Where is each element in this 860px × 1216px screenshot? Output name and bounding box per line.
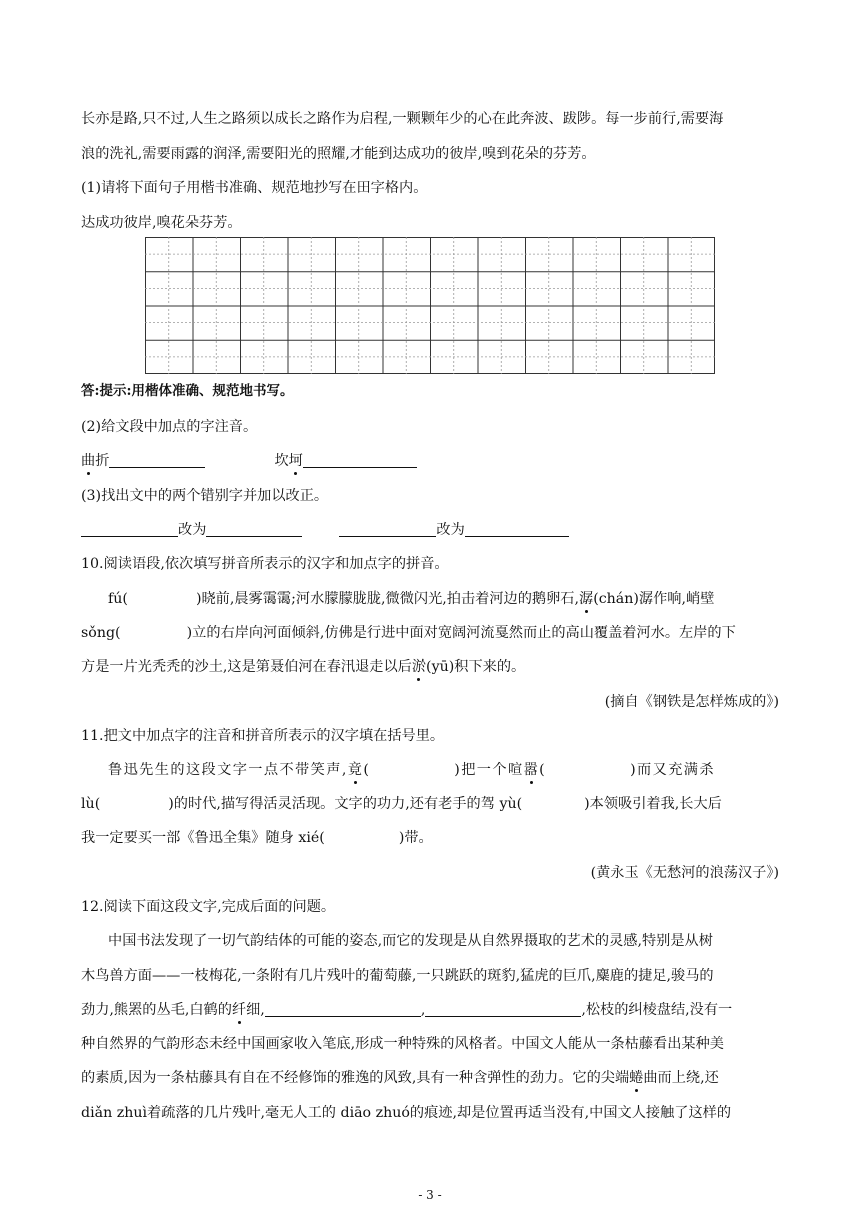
q12-title: 12.阅读下面这段文字,完成后面的问题。 — [81, 899, 336, 915]
q10-line-3: 方是一片光秃秃的沙土,这是第聂伯河在春汛退走以后淤(yū)积下来的。 — [81, 659, 526, 675]
correct-char-blank-1[interactable] — [206, 520, 302, 537]
dotted-char-xian: 纤 — [231, 1002, 247, 1018]
q9-sub3: (3)找出文中的两个错别字并加以改正。 — [81, 488, 329, 504]
q10-line-2: sǒng( )立的右岸向河面倾斜,仿佛是行进中面对宽阔河流戛然而止的高山覆盖着河水。左岸的下 — [81, 625, 736, 641]
q9-correction-row: 改为 改为 — [81, 520, 569, 540]
q9-answer: 答:提示:用楷体准确、规范地书写。 — [81, 383, 294, 399]
q12-line-3: 劲力,熊罴的丛毛,白鹤的纤细, , ,松枝的纠棱盘结,没有一 — [81, 1002, 733, 1018]
q11-line-3: 我一定要买一部《鲁迅全集》随身 xié( )带。 — [81, 830, 433, 846]
fill-blank-1[interactable] — [265, 1000, 421, 1017]
q9-sub2: (2)给文段中加点的字注音。 — [81, 419, 258, 435]
q10-title: 10.阅读语段,依次填写拼音所表示的汉字和加点字的拼音。 — [81, 556, 449, 572]
wrong-char-blank-1[interactable] — [81, 520, 178, 537]
q11-source: (黄永玉《无愁河的浪荡汉子》) — [590, 865, 779, 881]
q11-title: 11.把文中加点字的注音和拼音所表示的汉字填在括号里。 — [81, 728, 445, 744]
dotted-char-jing: 竟 — [347, 762, 364, 778]
dotted-char-qu: 曲 — [81, 453, 96, 469]
q12-line-5: 的素质,因为一条枯藤具有自在不经修饰的雅逸的风致,具有一种含弹性的劲力。它的尖端蜷曲而上绕,还 — [81, 1070, 719, 1086]
q12-line-1: 中国书法发现了一切气韵结体的可能的姿态,而它的发现是从自然界摄取的艺术的灵感,特别是从树 — [108, 933, 713, 949]
q12-line-2: 木鸟兽方面——一枝梅花,一条附有几片残叶的葡萄藤,一只跳跃的斑豹,猛虎的巨爪,麋鹿的捷足,骏马的 — [81, 968, 714, 984]
tianzige-grid[interactable] — [145, 237, 715, 374]
q12-line-6: diǎn zhuì着疏落的几片残叶,毫无人工的 diāo zhuó的痕迹,却是位置再适当没有,中国文人接触了这样的 — [81, 1105, 732, 1121]
intro-line-2: 浪的洗礼,需要雨露的润泽,需要阳光的照耀,才能到达成功的彼岸,嗅到花朵的芬芳。 — [81, 146, 596, 162]
q9-sentence: 达成功彼岸,嗅花朵芬芳。 — [81, 215, 242, 231]
q9-sub1: (1)请将下面句子用楷书准确、规范地抄写在田字格内。 — [81, 180, 428, 196]
q10-line-1: fú( )晓前,晨雾霭霭;河水朦朦胧胧,微微闪光,拍击着河边的鹅卵石,潺(chán)潺作响,峭壁 — [108, 591, 715, 607]
answer-blank-kanke[interactable] — [303, 451, 417, 468]
dotted-char-xiao: 嚣 — [523, 762, 540, 778]
q12-line-4: 种自然界的气韵形态未经中国画家收入笔底,形成一种特殊的风格者。中国文人能从一条枯藤看出某种美 — [81, 1036, 724, 1052]
dotted-char-yu: 淤 — [411, 659, 427, 675]
q10-source: (摘自《钢铁是怎样炼成的》) — [604, 694, 779, 710]
correct-char-blank-2[interactable] — [465, 520, 569, 537]
tianzige-grid-lines — [145, 237, 715, 374]
q11-line-1: 鲁迅先生的这段文字一点不带笑声,竟( )把一个喧嚣( )而又充满杀 — [108, 762, 715, 778]
answer-blank-quzhe[interactable] — [109, 451, 205, 468]
dotted-char-chan: 潺 — [578, 591, 594, 607]
q9-pinyin-row: 曲折 坎坷 — [81, 451, 417, 471]
wrong-char-blank-2[interactable] — [339, 520, 436, 537]
intro-line-1: 长亦是路,只不过,人生之路须以成长之路作为启程,一颗颗年少的心在此奔波、跋陟。每一步前行,需要海 — [81, 111, 724, 127]
page-number: - 3 - — [418, 1188, 442, 1202]
fill-blank-2[interactable] — [425, 1000, 581, 1017]
dotted-char-quan: 蜷 — [629, 1070, 644, 1086]
dotted-char-ke: 坷 — [288, 453, 303, 469]
q11-line-2: lù( )的时代,描写得活灵活现。文字的功力,还有老手的驾 yù( )本领吸引着我,长大后 — [81, 796, 722, 812]
